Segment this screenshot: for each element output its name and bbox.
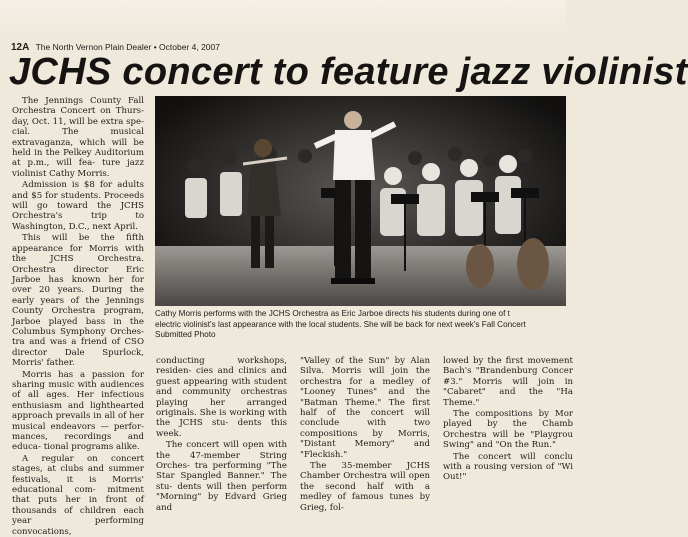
article-column-4 [443, 356, 573, 500]
torn-top-edge [0, 0, 566, 34]
paragraph: The concert will open with the 47-member String Orches- tra performing "The Star Spangled Banner." The stu- dents will then perform "Morning" by Edvard Grieg and [156, 440, 287, 513]
page-number: 12A [11, 42, 30, 53]
paragraph: The 35-member JCHS Chamber Orchestra will open the second half with a medley of famous tunes by Grieg, fol- [300, 461, 430, 513]
paragraph: "Valley of the Sun" by Alan Silva. Morris will join the orchestra for a medley of "Looney Tunes" and the "Batman Theme." The first half of the concert will conclude with two compositions by Morris, "Distant Memory" and "Fleckish." [300, 356, 430, 460]
paragraph: The Jennings County Fall Orchestra Concert on Thurs- day, Oct. 11, will be extra spe- cial. The musical extravaganza, which will be held in the Pelkey Auditorium at p.m., will fea- ture jazz violinist Cathy Morris. [12, 96, 144, 179]
paragraph: The concert will conclu with a rousing version of "Wi Out!" [443, 451, 573, 483]
caption-line: electric violinist's last appearance with the local students. She will be back for next week's Fall Concert [155, 319, 526, 329]
paragraph: conducting workshops, residen- cies and clinics and guest appearing with student and community orchestras playing her arranged originals. She is working with the JCHS stu- dents this week. [156, 356, 287, 439]
article-column-3 [300, 356, 430, 513]
concert-photo-image [155, 96, 566, 306]
article-column-1 [12, 96, 144, 537]
caption-line: Cathy Morris performs with the JCHS Orchestra as Eric Jarboe directs his students during one of t [155, 309, 510, 318]
photo-caption [155, 309, 575, 347]
paragraph: lowed by the first movement Bach's "Brandenburg Concer #3." Morris will join in "Cabaret" and the "Ha Theme." [443, 356, 573, 408]
paper-name-and-date: The North Vernon Plain Dealer • October 4, 2007 [35, 42, 220, 52]
photo-credit: Submitted Photo [155, 330, 216, 340]
headline: JCHS concert to feature jazz violinist [9, 51, 688, 93]
article-column-2 [156, 356, 287, 513]
paragraph: Admission is $8 for adults and $5 for students. Proceeds will go toward the JCHS Orchestra's trip to Washington, D.C., next April. [12, 180, 144, 232]
paragraph: This will be the fifth appearance for Morris with the JCHS Orchestra. Orchestra director Eric Jarboe has known her for over 20 years. During the early years of the Jennings County Orchestra program, Jarboe played bass in the Columbus Symphony Orches- tra and was a friend of CSO director Dale Spurlock, Morris' father. [12, 233, 144, 369]
paragraph: A regular on concert stages, at clubs and summer festivals, it is Morris' educational com- mitment that puts her in front of thousands of children each year performing convocations, [12, 453, 144, 537]
paragraph: Morris has a passion for sharing music with audiences of all ages. Her infectious enthusiasm and lighthearted approach prevails in all of her musical endeavors — perfor- mances, recordings and educa- tional programs alike. [12, 369, 144, 453]
concert-photo [155, 96, 566, 306]
paragraph: The compositions by Mor played by the Chamb Orchestra will be "Playgrou Swing" and "On the Run." [443, 409, 573, 451]
